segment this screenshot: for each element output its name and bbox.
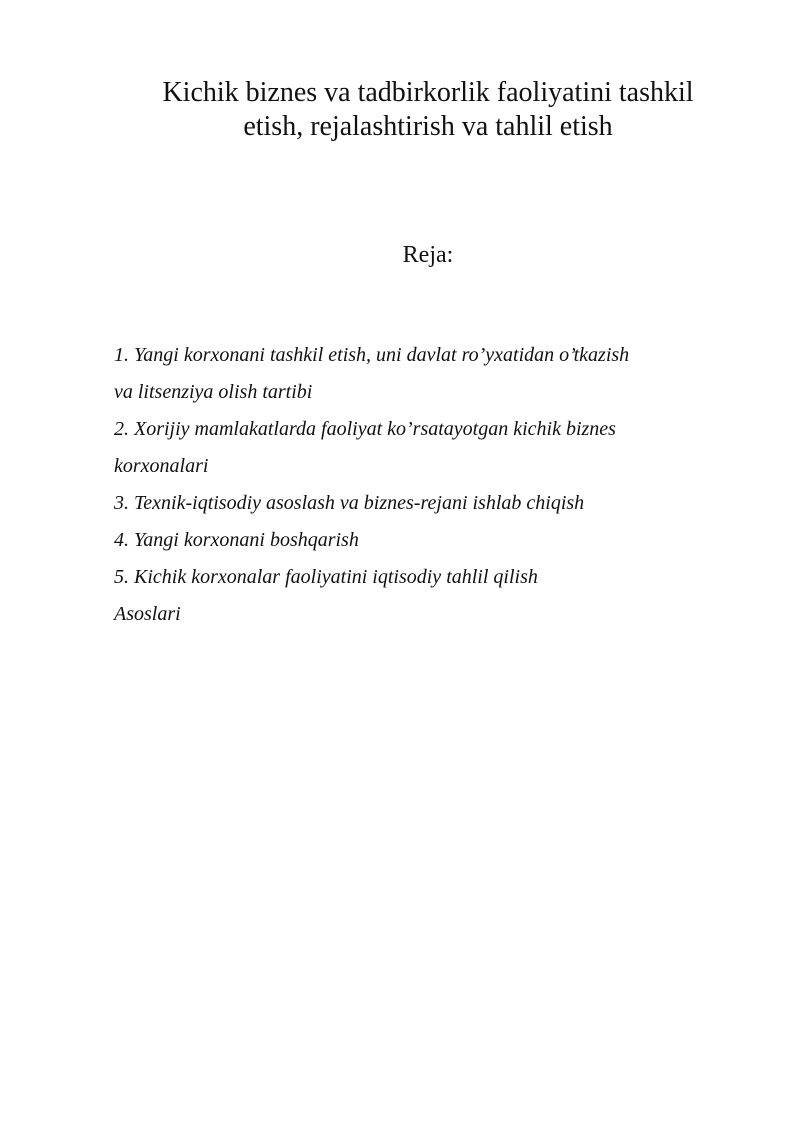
plan-line: Asoslari: [114, 603, 181, 625]
plan-line: 5. Kichik korxonalar faoliyatini iqtisodiy tahlil qilish: [114, 566, 538, 588]
plan-line: va litsenziya olish tartibi: [114, 381, 313, 403]
plan-line: 3. Texnik-iqtisodiy asoslash va biznes-rejani ishlab chiqish: [114, 492, 585, 514]
plan-line: korxonalari: [114, 455, 209, 477]
document-title: [100, 76, 756, 144]
title-line-2: etish, rejalashtirish va tahlil etish: [243, 111, 613, 142]
plan-line: 2. Xorijiy mamlakatlarda faoliyat ko’rsatayotgan kichik biznes: [114, 418, 616, 440]
plan-heading: Reja:: [402, 242, 454, 268]
title-line-1: Kichik biznes va tadbirkorlik faoliyatini tashkil: [162, 77, 694, 108]
plan-line: 1. Yangi korxonani tashkil etish, uni davlat ro’yxatidan o’tkazish: [114, 344, 630, 366]
plan-line: 4. Yangi korxonani boshqarish: [114, 529, 359, 551]
plan-list: [114, 337, 754, 633]
